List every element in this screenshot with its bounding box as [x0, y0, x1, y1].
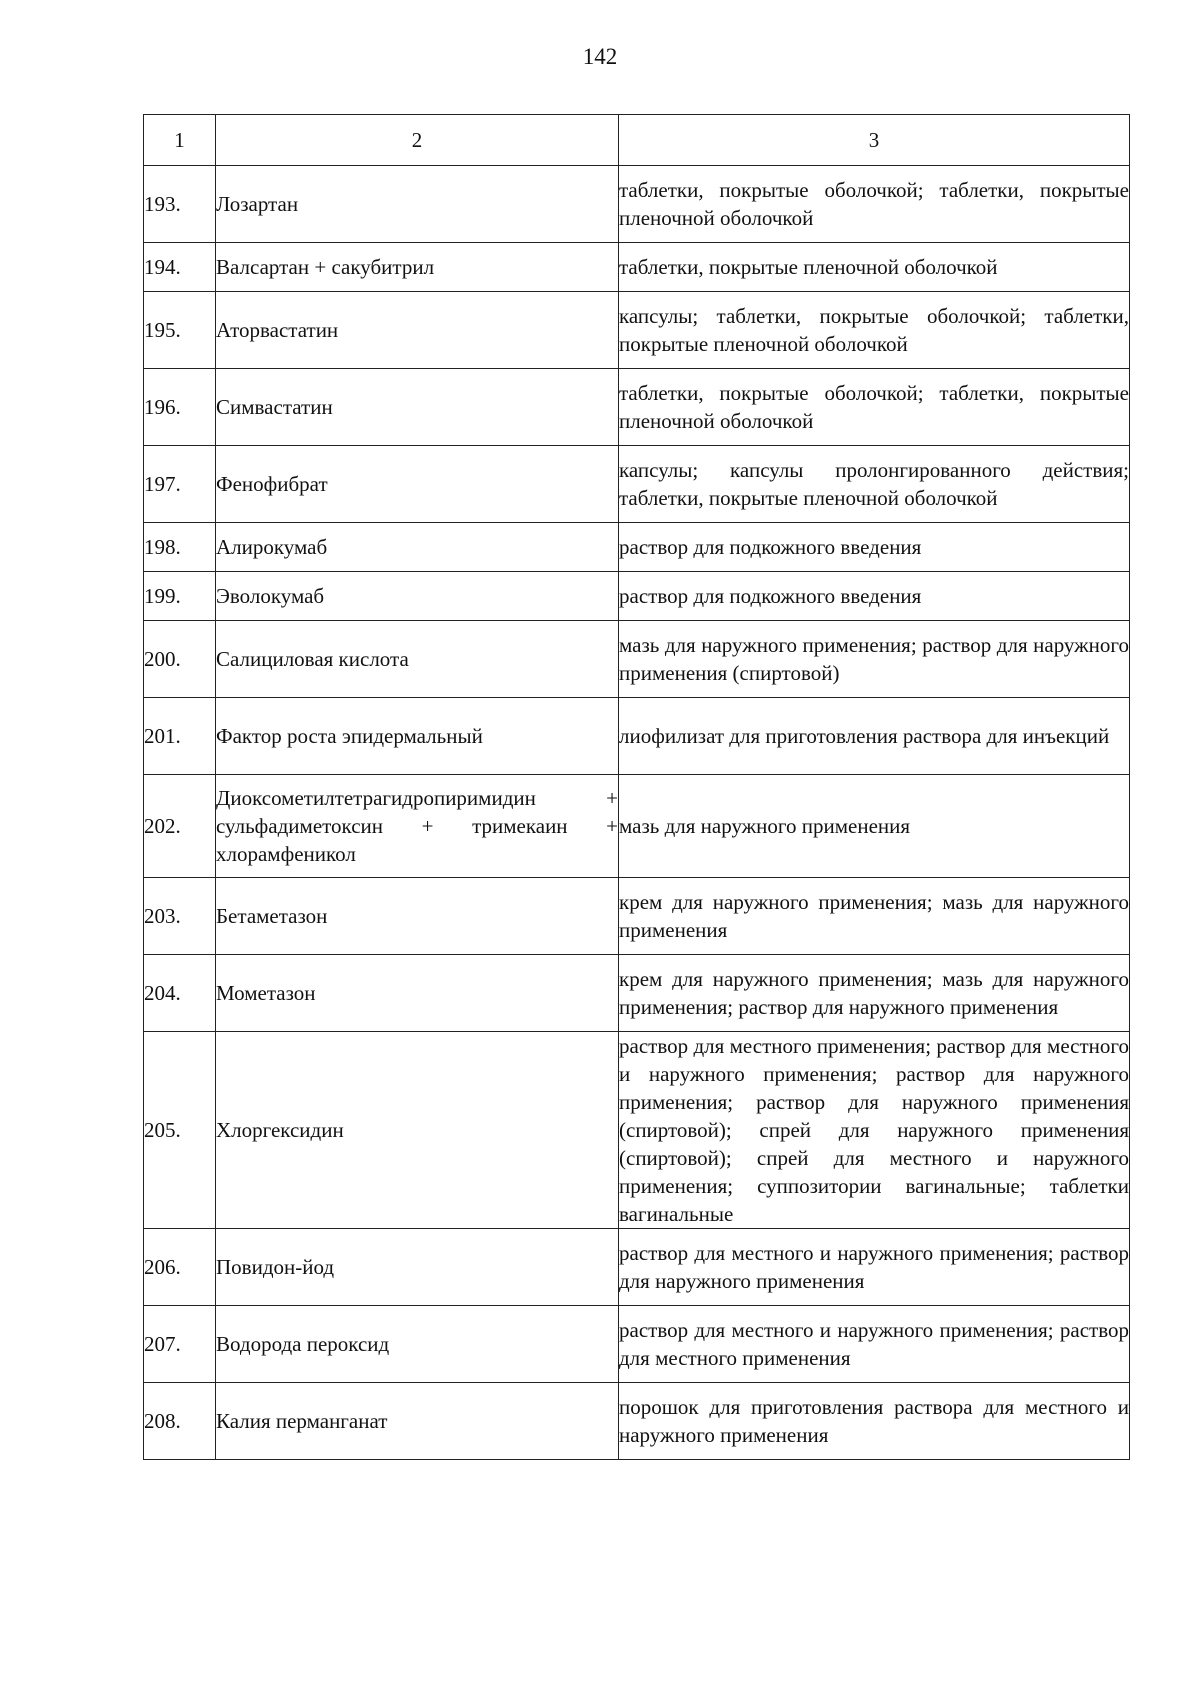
table-row: [144, 698, 1130, 775]
column-header-form: 3: [619, 115, 1130, 166]
drug-name: Фактор роста эпидермальный: [216, 698, 619, 775]
dosage-form: крем для наружного применения; мазь для наружного применения; раствор для наружного применения: [619, 955, 1130, 1032]
table-row: [144, 955, 1130, 1032]
table-row: [144, 166, 1130, 243]
drug-table: [143, 114, 1130, 1460]
table-row: [144, 621, 1130, 698]
drug-name: Водорода пероксид: [216, 1306, 619, 1383]
row-number: 199.: [144, 572, 216, 621]
dosage-form: порошок для приготовления раствора для местного и наружного применения: [619, 1383, 1130, 1460]
drug-name: Лозартан: [216, 166, 619, 243]
column-header-number: 1: [144, 115, 216, 166]
dosage-form: раствор для местного и наружного применения; раствор для местного применения: [619, 1306, 1130, 1383]
row-number: 201.: [144, 698, 216, 775]
dosage-form: раствор для местного применения; раствор для местного и наружного применения; раствор для наружного применения; раствор для наружного применения (спиртовой); спрей для наружного применения (спиртовой); спрей для местного и наружного применения; суппозитории вагинальные; таблетки вагинальные: [619, 1032, 1130, 1229]
dosage-form: мазь для наружного применения; раствор для наружного применения (спиртовой): [619, 621, 1130, 698]
dosage-form: раствор для подкожного введения: [619, 572, 1130, 621]
table-row: [144, 878, 1130, 955]
drug-name: Валсартан + сакубитрил: [216, 243, 619, 292]
table-row: [144, 775, 1130, 878]
drug-name: Повидон-йод: [216, 1229, 619, 1306]
drug-name: Диоксометилтетрагидропиримидин + сульфадиметоксин + тримекаин + хлорамфеникол: [216, 775, 619, 878]
table-row: [144, 243, 1130, 292]
table-header-row: [144, 115, 1130, 166]
page-number: 142: [582, 44, 618, 69]
drug-name: Эволокумаб: [216, 572, 619, 621]
column-header-name: 2: [216, 115, 619, 166]
row-number: 193.: [144, 166, 216, 243]
drug-name: Алирокумаб: [216, 523, 619, 572]
dosage-form: таблетки, покрытые оболочкой; таблетки, покрытые пленочной оболочкой: [619, 166, 1130, 243]
table-row: [144, 446, 1130, 523]
table-row: [144, 369, 1130, 446]
table-row: [144, 292, 1130, 369]
drug-name: Фенофибрат: [216, 446, 619, 523]
dosage-form: капсулы; капсулы пролонгированного действия; таблетки, покрытые пленочной оболочкой: [619, 446, 1130, 523]
row-number: 207.: [144, 1306, 216, 1383]
row-number: 195.: [144, 292, 216, 369]
drug-name: Хлоргексидин: [216, 1032, 619, 1229]
row-number: 196.: [144, 369, 216, 446]
row-number: 194.: [144, 243, 216, 292]
dosage-form: капсулы; таблетки, покрытые оболочкой; таблетки, покрытые пленочной оболочкой: [619, 292, 1130, 369]
dosage-form: таблетки, покрытые оболочкой; таблетки, покрытые пленочной оболочкой: [619, 369, 1130, 446]
table-row: [144, 1383, 1130, 1460]
drug-name: Аторвастатин: [216, 292, 619, 369]
drug-name: Бетаметазон: [216, 878, 619, 955]
drug-name: Калия перманганат: [216, 1383, 619, 1460]
dosage-form: крем для наружного применения; мазь для наружного применения: [619, 878, 1130, 955]
row-number: 198.: [144, 523, 216, 572]
table-row: [144, 1032, 1130, 1229]
row-number: 205.: [144, 1032, 216, 1229]
row-number: 197.: [144, 446, 216, 523]
row-number: 204.: [144, 955, 216, 1032]
dosage-form: мазь для наружного применения: [619, 775, 1130, 878]
dosage-form: раствор для местного и наружного применения; раствор для наружного применения: [619, 1229, 1130, 1306]
table-row: [144, 572, 1130, 621]
row-number: 203.: [144, 878, 216, 955]
row-number: 208.: [144, 1383, 216, 1460]
drug-name: Симвастатин: [216, 369, 619, 446]
dosage-form: раствор для подкожного введения: [619, 523, 1130, 572]
dosage-form: лиофилизат для приготовления раствора для инъекций: [619, 698, 1130, 775]
table-row: [144, 1229, 1130, 1306]
table-row: [144, 523, 1130, 572]
dosage-form: таблетки, покрытые пленочной оболочкой: [619, 243, 1130, 292]
drug-name: Мометазон: [216, 955, 619, 1032]
drug-name: Салициловая кислота: [216, 621, 619, 698]
row-number: 202.: [144, 775, 216, 878]
row-number: 206.: [144, 1229, 216, 1306]
table-row: [144, 1306, 1130, 1383]
row-number: 200.: [144, 621, 216, 698]
